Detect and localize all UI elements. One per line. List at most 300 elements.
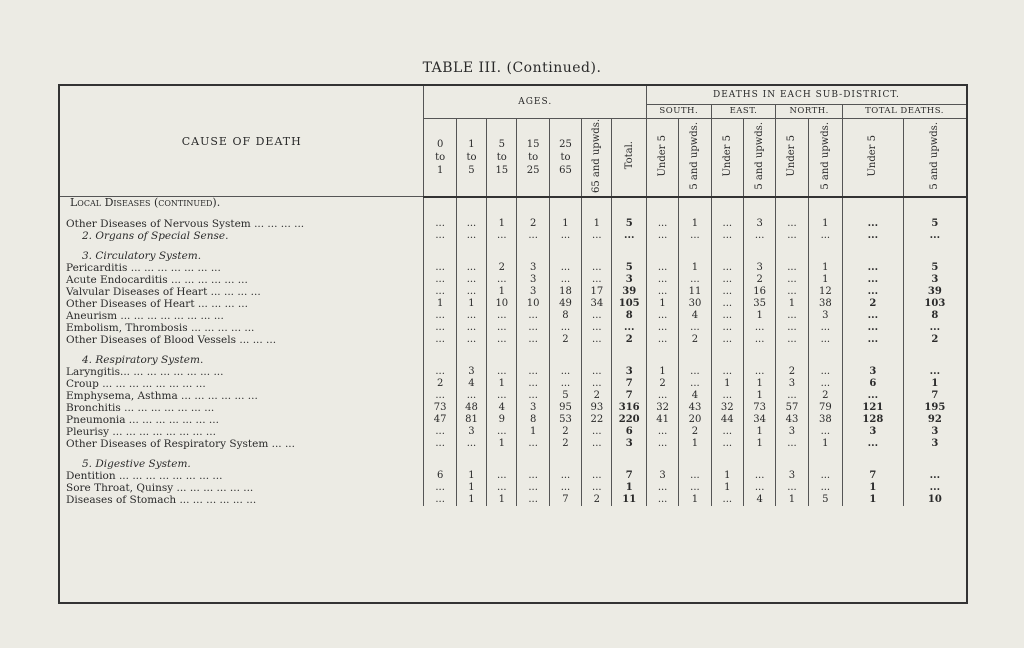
value-cell <box>776 458 808 470</box>
spacer-row <box>60 450 966 458</box>
value-cell: 1 <box>549 218 581 230</box>
value-cell <box>612 250 646 262</box>
value-cell: 1 <box>456 482 486 494</box>
value-cell <box>776 354 808 366</box>
value-cell: ... <box>929 321 941 333</box>
spacer-cell <box>517 346 549 354</box>
age-col-header <box>424 118 456 197</box>
value-cell: ... <box>549 274 581 286</box>
value-cell: ... <box>776 334 808 346</box>
east-5-up-header <box>743 118 775 197</box>
value-cell: 1 <box>487 378 517 390</box>
total-under-5-header-label: Under 5 <box>867 134 879 177</box>
spacer-cell <box>487 450 517 458</box>
value-cell: 5 <box>931 261 939 273</box>
cause-label: Other Diseases of Blood Vessels ... ... ... <box>60 334 424 346</box>
spacer-cell <box>711 242 743 250</box>
spacer-cell <box>679 242 711 250</box>
value-cell: 8 <box>549 310 581 322</box>
value-cell: ... <box>424 390 456 402</box>
value-cell: 2 <box>646 378 678 390</box>
value-cell: 39 <box>612 286 646 298</box>
value-cell: ... <box>711 218 743 230</box>
value-cell: 2 <box>808 390 842 402</box>
value-cell <box>903 354 966 366</box>
value-cell: ... <box>424 322 456 334</box>
value-cell: 34 <box>743 414 775 426</box>
value-cell: 3 <box>612 366 646 378</box>
value-cell: 1 <box>711 482 743 494</box>
spacer-cell <box>456 346 486 354</box>
value-cell <box>487 458 517 470</box>
value-cell: 3 <box>517 286 549 298</box>
value-cell: 1 <box>743 438 775 450</box>
value-cell <box>456 250 486 262</box>
value-cell: 93 <box>582 402 612 414</box>
spacer-cell <box>776 210 808 218</box>
spacer-cell <box>456 450 486 458</box>
south-under-5-header-label: Under 5 <box>657 134 669 177</box>
spacer-cell <box>646 242 678 250</box>
value-cell: ... <box>424 438 456 450</box>
spacer-cell <box>843 210 904 218</box>
value-cell: 53 <box>549 414 581 426</box>
value-cell: 12 <box>808 286 842 298</box>
age-col-label: 25 <box>559 138 572 150</box>
age-col-label: to <box>560 151 571 163</box>
value-cell: 121 <box>843 402 904 414</box>
value-cell <box>646 354 678 366</box>
spacer-cell <box>517 450 549 458</box>
value-cell: ... <box>711 230 743 242</box>
value-cell: 2 <box>843 298 904 310</box>
value-cell: ... <box>456 286 486 298</box>
value-cell: 6 <box>424 470 456 482</box>
value-cell <box>843 354 904 366</box>
value-cell: ... <box>646 286 678 298</box>
spacer-cell <box>612 346 646 354</box>
page-title: TABLE III. (Continued). <box>422 60 602 76</box>
value-cell: ... <box>424 334 456 346</box>
cause-label: Other Diseases of Heart ... ... ... ... <box>60 298 424 310</box>
value-cell: ... <box>487 334 517 346</box>
value-cell <box>517 197 549 210</box>
value-cell: ... <box>517 230 549 242</box>
value-cell: ... <box>582 310 612 322</box>
value-cell: ... <box>743 366 775 378</box>
value-cell: 3 <box>517 402 549 414</box>
value-cell <box>776 250 808 262</box>
value-cell: 2 <box>743 274 775 286</box>
cause-label: Local Diseases (continued). <box>60 197 424 210</box>
value-cell: 4 <box>487 402 517 414</box>
value-cell: ... <box>808 482 842 494</box>
age-col-label: 15 <box>495 164 509 176</box>
value-cell: 1 <box>808 218 842 230</box>
value-cell: ... <box>424 310 456 322</box>
value-cell: 43 <box>776 414 808 426</box>
spacer-cell <box>612 210 646 218</box>
value-cell: ... <box>646 482 678 494</box>
value-cell: 1 <box>487 218 517 230</box>
table-row <box>60 414 966 426</box>
value-cell: ... <box>517 470 549 482</box>
value-cell: 49 <box>549 298 581 310</box>
value-cell: 6 <box>612 426 646 438</box>
value-cell: 20 <box>679 414 711 426</box>
value-cell: 1 <box>582 218 612 230</box>
value-cell: 2 <box>776 366 808 378</box>
age-col-header <box>549 118 581 197</box>
spacer-cell <box>808 346 842 354</box>
value-cell: 1 <box>808 274 842 286</box>
spacer-cell <box>456 242 486 250</box>
cause-label: 4. Respiratory System. <box>60 354 424 366</box>
value-cell: 1 <box>646 298 678 310</box>
value-cell: ... <box>549 262 581 274</box>
value-cell: ... <box>743 334 775 346</box>
spacer-cell <box>808 242 842 250</box>
spacer-cell <box>60 210 424 218</box>
age-col-label: 0 <box>436 138 444 150</box>
value-cell: ... <box>612 230 646 242</box>
value-cell: ... <box>776 262 808 274</box>
value-cell <box>456 197 486 210</box>
value-cell <box>582 458 612 470</box>
value-cell: 1 <box>456 470 486 482</box>
value-cell <box>612 354 646 366</box>
value-cell <box>612 458 646 470</box>
value-cell <box>517 458 549 470</box>
value-cell: 4 <box>456 378 486 390</box>
age-col-label: to <box>496 151 507 163</box>
value-cell: ... <box>487 390 517 402</box>
value-cell: ... <box>743 482 775 494</box>
value-cell <box>487 250 517 262</box>
table-row <box>60 470 966 482</box>
east-under-5-header-label: Under 5 <box>721 134 733 177</box>
table-row <box>60 378 966 390</box>
value-cell: 6 <box>843 378 904 390</box>
spacer-cell <box>487 346 517 354</box>
value-cell: ... <box>843 262 904 274</box>
value-cell: 48 <box>456 402 486 414</box>
cause-label: 5. Digestive System. <box>60 458 424 470</box>
cause-label: 2. Organs of Special Sense. <box>60 230 424 242</box>
value-cell: ... <box>646 230 678 242</box>
north-5-up-header <box>808 118 842 197</box>
value-cell: 195 <box>924 401 946 413</box>
value-cell: 92 <box>927 413 942 425</box>
value-cell: 3 <box>843 366 904 378</box>
total-5-up-header-label: 5 and upwds. <box>929 121 941 190</box>
spacer-cell <box>456 210 486 218</box>
value-cell: 1 <box>646 366 678 378</box>
spacer-row <box>60 346 966 354</box>
cause-label: Emphysema, Asthma ... ... ... ... ... ... <box>60 390 424 402</box>
value-cell: 8 <box>612 310 646 322</box>
value-cell: ... <box>711 366 743 378</box>
value-cell <box>487 354 517 366</box>
value-cell: ... <box>424 230 456 242</box>
value-cell: 2 <box>487 262 517 274</box>
value-cell: ... <box>582 334 612 346</box>
value-cell: ... <box>711 286 743 298</box>
table-row <box>60 366 966 378</box>
spacer-cell <box>776 450 808 458</box>
value-cell: ... <box>456 262 486 274</box>
value-cell: ... <box>549 482 581 494</box>
cause-label: Aneurism ... ... ... ... ... ... ... ... <box>60 310 424 322</box>
spacer-cell <box>679 346 711 354</box>
value-cell: ... <box>424 286 456 298</box>
value-cell: ... <box>776 438 808 450</box>
value-cell: ... <box>424 366 456 378</box>
spacer-cell <box>903 450 966 458</box>
value-cell: 2 <box>582 494 612 506</box>
value-cell: 1 <box>679 262 711 274</box>
value-cell: 2 <box>582 390 612 402</box>
age-col-label: to <box>466 151 477 163</box>
value-cell <box>743 197 775 210</box>
value-cell: 3 <box>931 425 939 437</box>
age-col-header <box>487 118 517 197</box>
value-cell: 103 <box>924 297 946 309</box>
value-cell <box>808 458 842 470</box>
value-cell: ... <box>679 482 711 494</box>
value-cell: ... <box>424 218 456 230</box>
table-row <box>60 482 966 494</box>
table-row <box>60 274 966 286</box>
value-cell: ... <box>424 262 456 274</box>
value-cell: 1 <box>776 298 808 310</box>
total-under-5-header <box>843 118 904 197</box>
value-cell: ... <box>517 438 549 450</box>
value-cell: ... <box>711 334 743 346</box>
table-row <box>60 322 966 334</box>
value-cell <box>582 250 612 262</box>
value-cell: 1 <box>711 378 743 390</box>
value-cell: ... <box>743 470 775 482</box>
value-cell <box>456 354 486 366</box>
spacer-cell <box>808 450 842 458</box>
value-cell <box>679 458 711 470</box>
value-cell: 10 <box>487 298 517 310</box>
value-cell <box>843 250 904 262</box>
age-col-label: to <box>528 151 539 163</box>
table-row <box>60 334 966 346</box>
cause-of-death-header: CAUSE OF DEATH <box>60 86 424 197</box>
value-cell <box>582 197 612 210</box>
value-cell: ... <box>487 274 517 286</box>
spacer-cell <box>743 346 775 354</box>
spacer-cell <box>582 346 612 354</box>
spacer-cell <box>424 346 456 354</box>
value-cell <box>646 250 678 262</box>
value-cell <box>424 354 456 366</box>
value-cell: 3 <box>456 366 486 378</box>
south-5-up-header <box>679 118 711 197</box>
value-cell: 3 <box>808 310 842 322</box>
value-cell: 43 <box>679 402 711 414</box>
value-cell: 3 <box>776 470 808 482</box>
value-cell: 35 <box>743 298 775 310</box>
north-5-up-header-label: 5 and upwds. <box>819 121 831 190</box>
value-cell: 1 <box>743 310 775 322</box>
value-cell: 220 <box>612 414 646 426</box>
section-row <box>60 230 966 242</box>
value-cell <box>646 458 678 470</box>
value-cell: ... <box>582 366 612 378</box>
value-cell: ... <box>517 482 549 494</box>
value-cell <box>424 197 456 210</box>
spacer-cell <box>582 210 612 218</box>
age-65-up-header <box>582 118 612 197</box>
value-cell: ... <box>646 494 678 506</box>
value-cell: 3 <box>517 274 549 286</box>
value-cell: 2 <box>679 334 711 346</box>
age-col-label: 1 <box>468 138 475 150</box>
value-cell: ... <box>612 322 646 334</box>
cause-label: Pericarditis ... ... ... ... ... ... ... <box>60 262 424 274</box>
cause-label: 3. Circulatory System. <box>60 250 424 262</box>
value-cell: 18 <box>549 286 581 298</box>
value-cell: 1 <box>679 494 711 506</box>
value-cell: ... <box>776 274 808 286</box>
north-under-5-header-label: Under 5 <box>786 134 798 177</box>
value-cell: 3 <box>931 437 939 449</box>
value-cell: ... <box>843 274 904 286</box>
age-col-label: 5 <box>498 138 505 150</box>
value-cell: ... <box>517 378 549 390</box>
value-cell: 44 <box>711 414 743 426</box>
value-cell: 8 <box>931 309 939 321</box>
spacer-cell <box>679 450 711 458</box>
value-cell: ... <box>582 378 612 390</box>
cause-label: Sore Throat, Quinsy ... ... ... ... ... ... <box>60 482 424 494</box>
value-cell: 11 <box>612 494 646 506</box>
cause-label: Croup ... ... ... ... ... ... ... ... <box>60 378 424 390</box>
value-cell: 2 <box>612 334 646 346</box>
value-cell: ... <box>582 438 612 450</box>
value-cell <box>711 197 743 210</box>
spacer-cell <box>903 346 966 354</box>
value-cell: ... <box>776 310 808 322</box>
section-row <box>60 197 966 210</box>
spacer-cell <box>711 210 743 218</box>
value-cell: ... <box>487 310 517 322</box>
value-cell: ... <box>456 230 486 242</box>
value-cell: ... <box>456 334 486 346</box>
value-cell: ... <box>646 310 678 322</box>
section-row <box>60 250 966 262</box>
value-cell: 81 <box>456 414 486 426</box>
value-cell: 22 <box>582 414 612 426</box>
spacer-cell <box>843 450 904 458</box>
value-cell <box>679 354 711 366</box>
value-cell <box>679 197 711 210</box>
spacer-cell <box>843 242 904 250</box>
spacer-cell <box>60 450 424 458</box>
value-cell: 2 <box>424 378 456 390</box>
value-cell: ... <box>549 366 581 378</box>
value-cell: 1 <box>679 438 711 450</box>
value-cell <box>424 250 456 262</box>
value-cell: ... <box>517 310 549 322</box>
value-cell <box>711 354 743 366</box>
value-cell: ... <box>646 334 678 346</box>
value-cell: 30 <box>679 298 711 310</box>
value-cell: 32 <box>711 402 743 414</box>
value-cell: 1 <box>456 494 486 506</box>
table-row <box>60 426 966 438</box>
value-cell: ... <box>646 274 678 286</box>
value-cell: ... <box>646 426 678 438</box>
spacer-cell <box>743 242 775 250</box>
spacer-cell <box>549 346 581 354</box>
age-col-label: to <box>435 151 446 163</box>
value-cell: ... <box>679 274 711 286</box>
spacer-cell <box>711 346 743 354</box>
table-row <box>60 298 966 310</box>
value-cell: 57 <box>776 402 808 414</box>
value-cell: 1 <box>843 482 904 494</box>
value-cell: ... <box>517 390 549 402</box>
value-cell: ... <box>776 286 808 298</box>
cause-label: Acute Endocarditis ... ... ... ... ... ... <box>60 274 424 286</box>
value-cell <box>808 197 842 210</box>
spacer-cell <box>776 242 808 250</box>
value-cell: 34 <box>582 298 612 310</box>
value-cell: ... <box>776 218 808 230</box>
spacer-cell <box>843 346 904 354</box>
spacer-cell <box>424 242 456 250</box>
value-cell: 2 <box>549 426 581 438</box>
value-cell: ... <box>843 310 904 322</box>
spacer-cell <box>582 242 612 250</box>
age-col-label: 1 <box>436 164 444 176</box>
value-cell: ... <box>582 322 612 334</box>
value-cell: ... <box>456 310 486 322</box>
value-cell <box>711 250 743 262</box>
value-cell: ... <box>646 390 678 402</box>
value-cell: ... <box>549 230 581 242</box>
spacer-cell <box>60 346 424 354</box>
value-cell: 3 <box>776 426 808 438</box>
value-cell: 5 <box>549 390 581 402</box>
value-cell: ... <box>843 438 904 450</box>
value-cell: ... <box>679 470 711 482</box>
age-col-label: 25 <box>526 164 540 176</box>
age-col-header <box>456 118 486 197</box>
value-cell: ... <box>487 322 517 334</box>
value-cell: 3 <box>612 438 646 450</box>
value-cell <box>808 354 842 366</box>
value-cell: 7 <box>612 390 646 402</box>
value-cell: ... <box>646 322 678 334</box>
value-cell: 3 <box>776 378 808 390</box>
value-cell: ... <box>487 482 517 494</box>
value-cell: ... <box>549 322 581 334</box>
value-cell: ... <box>929 229 941 241</box>
value-cell: ... <box>424 482 456 494</box>
value-cell: ... <box>517 494 549 506</box>
value-cell: 1 <box>487 494 517 506</box>
value-cell: 32 <box>646 402 678 414</box>
value-cell: 5 <box>808 494 842 506</box>
value-cell: ... <box>549 378 581 390</box>
north-under-5-header <box>776 118 808 197</box>
